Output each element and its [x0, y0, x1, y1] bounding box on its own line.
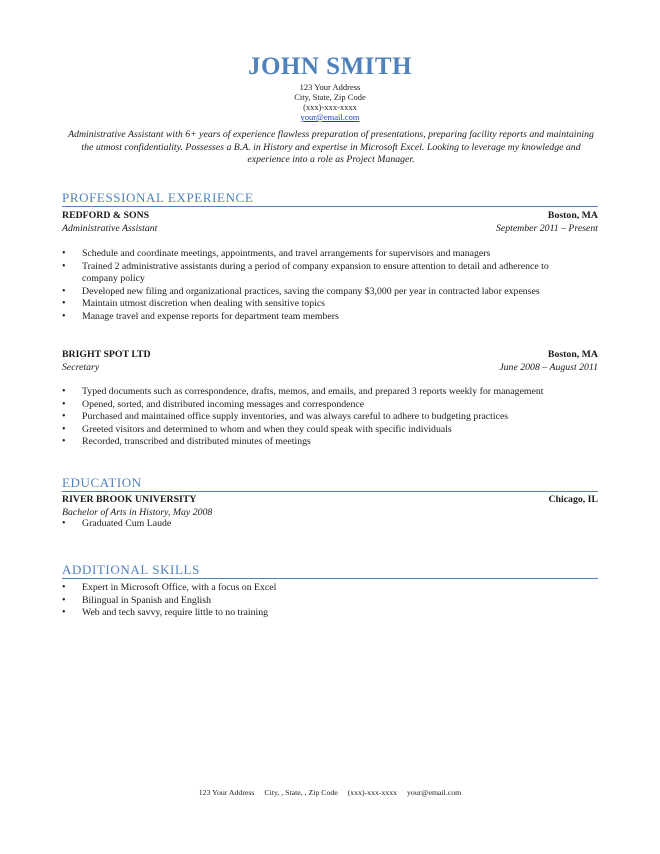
list-item: • Schedule and coordinate meetings, appointments, and travel arrangements for supervisors and managers [62, 248, 572, 261]
job-role: Administrative Assistant [62, 222, 158, 234]
job-entry [62, 210, 598, 235]
school-location: Chicago, IL [548, 494, 598, 505]
list-item: • Graduated Cum Laude [62, 518, 572, 531]
list-item: • Trained 2 administrative assistants during a period of company expansion to ensure attention to detail and adherence to company policy [62, 261, 572, 286]
degree: Bachelor of Arts in History, May 2008 [62, 506, 213, 518]
page-footer [0, 788, 660, 797]
job-entry [62, 349, 598, 374]
list-item: • Purchased and maintained office supply inventories, and was always careful to adhere to budgeting practices [62, 411, 598, 424]
candidate-name: JOHN SMITH [247, 53, 413, 80]
list-item: • Manage travel and expense reports for department team members [62, 311, 572, 324]
job-bullets [62, 386, 598, 449]
job-dates: September 2011 – Present [495, 222, 598, 234]
header-city: City, State, Zip Code [294, 92, 366, 102]
skills-bullets [62, 582, 572, 620]
job-location: Boston, MA [547, 210, 598, 221]
list-item: • Greeted visitors and determined to whom and when they could speak with specific individuals [62, 424, 598, 437]
list-item: • Web and tech savvy, require little to no training [62, 607, 572, 620]
job-location: Boston, MA [547, 349, 598, 360]
section-title-skills: ADDITIONAL SKILLS [62, 563, 598, 579]
section-title-education: EDUCATION [62, 476, 598, 492]
list-item: • Bilingual in Spanish and English [62, 595, 572, 608]
list-item: • Typed documents such as correspondence, drafts, memos, and emails, and prepared 3 reports weekly for management [62, 386, 598, 399]
resume-header [0, 52, 660, 122]
footer-phone: (xxx)-xxx-xxxx [347, 788, 398, 797]
list-item: • Opened, sorted, and distributed incoming messages and correspondence [62, 399, 598, 412]
school-name: RIVER BROOK UNIVERSITY [62, 494, 197, 505]
job-company: BRIGHT SPOT LTD [62, 349, 151, 360]
list-item: • Expert in Microsoft Office, with a focus on Excel [62, 582, 572, 595]
education-bullets [62, 518, 572, 531]
professional-summary: Administrative Assistant with 6+ years of experience flawless preparation of presentations, preparing facility reports and maintaining the utmost confidentiality. Possesses a B.A. in History and expertise in Microsoft Excel. Looking to leverage my knowledge and experience into a role as Project Manager. [68, 129, 594, 165]
job-bullets [62, 248, 572, 324]
list-item: • Developed new filing and organizational practices, saving the company $3,000 per year in contracted labor expenses [62, 286, 572, 299]
footer-email: your@email.com [407, 788, 462, 797]
list-item: • Maintain utmost discretion when dealing with sensitive topics [62, 298, 572, 311]
job-role: Secretary [62, 361, 100, 373]
job-dates: June 2008 – August 2011 [499, 361, 598, 373]
header-address: 123 Your Address [299, 82, 361, 92]
job-company: REDFORD & SONS [62, 210, 150, 221]
list-item: • Recorded, transcribed and distributed minutes of meetings [62, 436, 598, 449]
header-email-link[interactable]: your@email.com [300, 112, 360, 122]
header-phone: (xxx)-xxx-xxxx [303, 102, 357, 112]
section-title-experience: PROFESSIONAL EXPERIENCE [62, 191, 598, 207]
footer-address: 123 Your Address [198, 788, 255, 797]
education-entry [62, 494, 598, 519]
footer-city: City, , State, , Zip Code [264, 788, 338, 797]
